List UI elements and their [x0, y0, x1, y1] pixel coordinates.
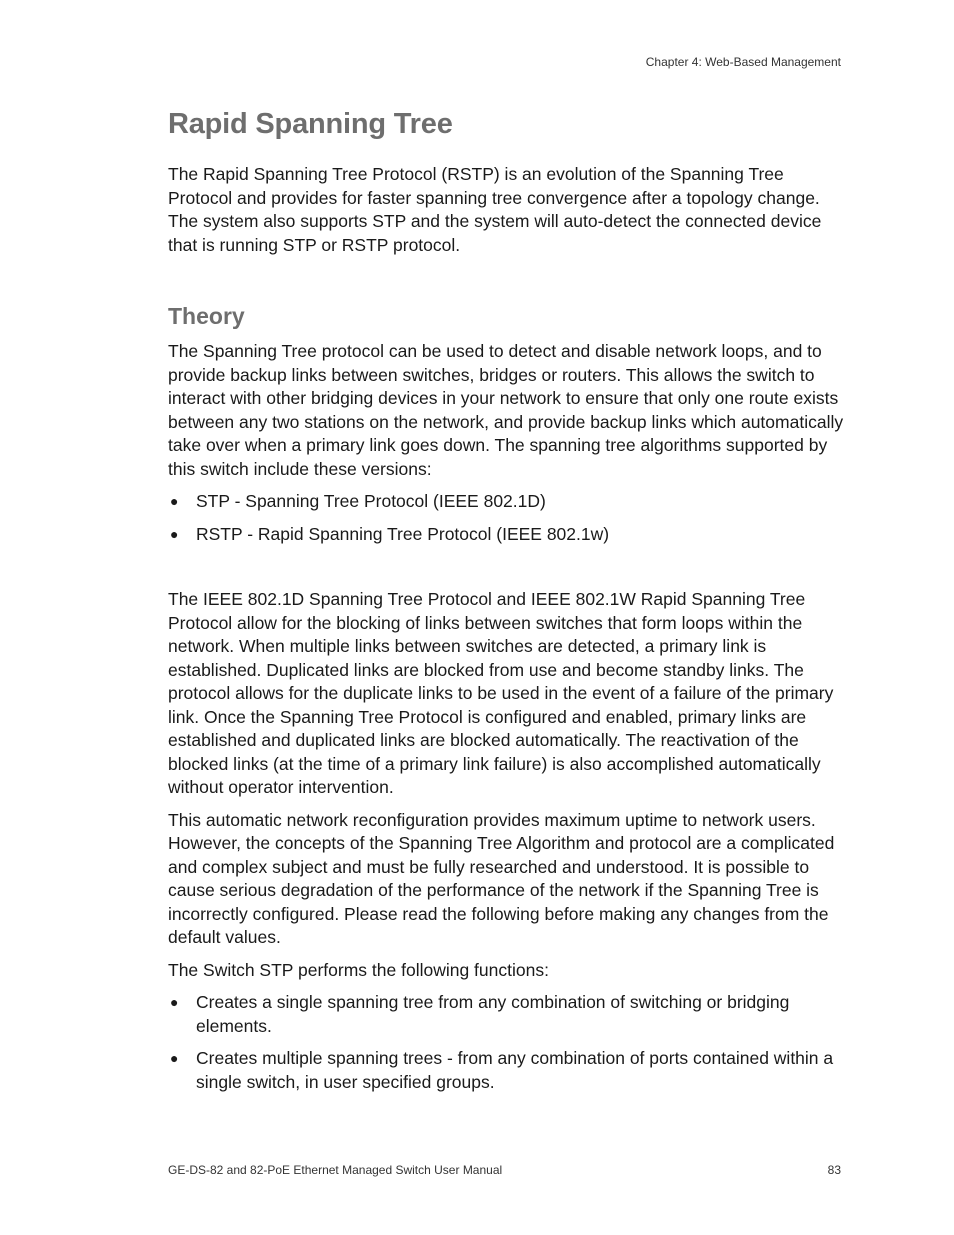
list-item — [168, 991, 844, 1038]
bullet-icon: ● — [170, 994, 179, 1010]
list-item — [168, 490, 844, 514]
list-item — [168, 523, 844, 547]
bullet-icon: ● — [170, 493, 179, 509]
theory-paragraph-3: This automatic network reconfiguration provides maximum uptime to network users. However, the concepts of the Spanning Tree Algorithm and protocol are a complicated and complex subject and must be fully researched and understood. It is possible to cause serious degradation of the performance of the network if the Spanning Tree is incorrectly configured. Please read the following before making any changes from the default values. — [168, 809, 835, 947]
footer-title: GE-DS-82 and 82-PoE Ethernet Managed Switch User Manual — [168, 1163, 503, 1177]
theory-paragraph-4: The Switch STP performs the following functions: — [168, 959, 549, 980]
list-item-text: STP - Spanning Tree Protocol (IEEE 802.1D) — [196, 491, 546, 511]
intro-paragraph: The Rapid Spanning Tree Protocol (RSTP) is an evolution of the Spanning Tree Protocol and provides for faster spanning tree convergence after a topology change. The system also supports STP and the system will auto-detect the connected device that is running STP or RSTP protocol. — [168, 164, 822, 255]
versions-list — [168, 490, 844, 546]
page-title: Rapid Spanning Tree — [168, 108, 453, 140]
running-header: Chapter 4: Web-Based Management — [645, 55, 841, 69]
theory-paragraph-1: The Spanning Tree protocol can be used to detect and disable network loops, and to provide backup links between switches, bridges or routers. This allows the switch to interact with other bridging devices in your network to ensure that only one route exists between any two stations on the network, and provide backup links which automatically take over when a primary link goes down. The spanning tree algorithms supported by this switch include these versions: — [168, 341, 844, 479]
list-item — [168, 1047, 844, 1094]
section-heading-theory: Theory — [168, 303, 245, 329]
theory-paragraph-2: The IEEE 802.1D Spanning Tree Protocol and IEEE 802.1W Rapid Spanning Tree Protocol allow for the blocking of links between switches that form loops within the network. When multiple links between switches are detected, a primary link is established. Duplicated links are blocked from use and become standby links. The protocol allows for the duplicate links to be used in the event of a failure of the primary link. Once the Spanning Tree Protocol is configured and enabled, primary links are established and duplicated links are blocked automatically. The reactivation of the blocked links (at the time of a primary link failure) is also accomplished automatically without operator intervention. — [168, 589, 834, 797]
page-content — [168, 108, 844, 1103]
list-item-text: RSTP - Rapid Spanning Tree Protocol (IEEE 802.1w) — [196, 523, 610, 544]
functions-list — [168, 991, 844, 1094]
bullet-icon: ● — [170, 525, 179, 542]
page-number: 83 — [827, 1163, 841, 1177]
list-item-text: Creates a single spanning tree from any combination of switching or bridging elements. — [196, 992, 790, 1036]
bullet-icon: ● — [170, 1050, 179, 1066]
list-item-text: Creates multiple spanning trees - from any combination of ports contained within a single switch, in user specified groups. — [196, 1048, 834, 1092]
